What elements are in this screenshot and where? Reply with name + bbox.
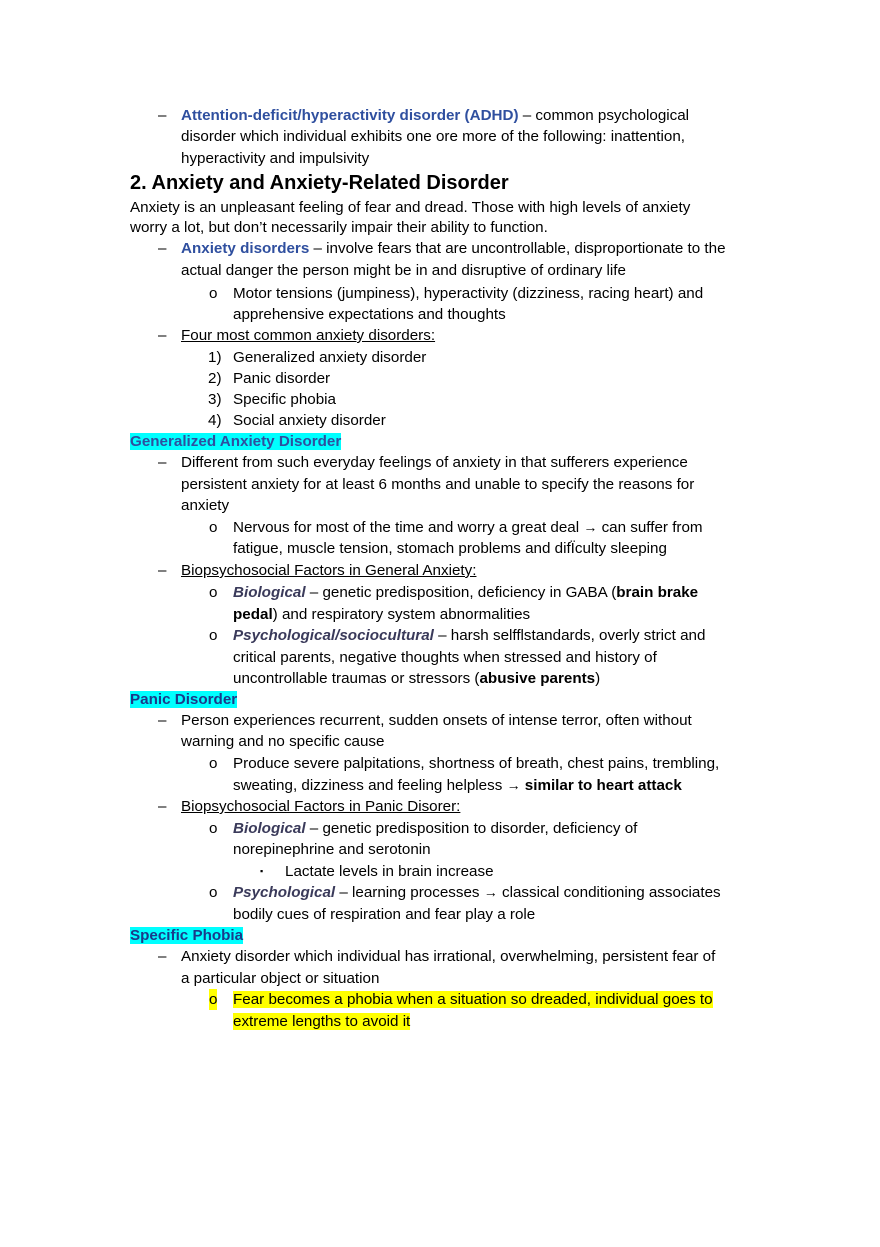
phobia-sub-text: Fear becomes a phobia when a situation so dreaded, individual goes to xyxy=(233,991,713,1008)
panic-sub-bold: similar to heart attack xyxy=(520,777,682,794)
gad-def-line-1: Different from such everyday feelings of anxiety in that sufferers experience xyxy=(181,454,688,471)
list-number: 3) xyxy=(208,391,222,408)
arrow-icon: → xyxy=(583,519,598,535)
panic-psy-line-2: bodily cues of respiration and fear play a role xyxy=(233,906,536,923)
biological-label: Biological xyxy=(233,820,306,837)
gad-bio-bold: brain brake xyxy=(616,584,699,601)
biological-label: Biological xyxy=(233,584,306,601)
phobia-sub-text-2: extreme lengths to avoid it xyxy=(233,1013,411,1030)
psychological-label: Psychological/sociocultural xyxy=(233,627,434,644)
lactate-line: Lactate levels in brain increase xyxy=(285,863,494,880)
intro-line-1: Anxiety is an unpleasant feeling of fear and dread. Those with high levels of anxiety xyxy=(130,199,691,216)
phobia-heading xyxy=(130,925,243,946)
dash-bullet: – xyxy=(158,240,167,257)
adhd-term: Attention-deficit/hyperactivity disorder (ADHD) xyxy=(181,107,519,124)
gad-bio-text-2: ) and respiratory system abnormalities xyxy=(272,606,531,623)
dash-bullet: – xyxy=(158,107,167,124)
gad-bio-bold-2: pedal xyxy=(233,606,273,623)
anxiety-disorders-line-2: actual danger the person might be in and disruptive of ordinary life xyxy=(181,262,626,279)
intro-line-2: worry a lot, but don’t necessarily impair their ability to function. xyxy=(130,219,548,236)
gad-psy-line-1 xyxy=(233,625,705,646)
arrow-icon: → xyxy=(506,777,521,793)
panic-bio-text: – genetic predisposition to disorder, deficiency of xyxy=(305,820,638,837)
anxiety-disorders-def: – involve fears that are uncontrollable, disproportionate to the xyxy=(309,240,726,257)
panic-psy-line-1 xyxy=(233,882,721,903)
panic-heading-text: Panic Disorder xyxy=(130,691,238,708)
panic-def-line-1: Person experiences recurrent, sudden onsets of intense terror, often without xyxy=(181,712,692,729)
gad-sub-text: Nervous for most of the time and worry a great deal xyxy=(233,519,580,536)
adhd-line-2: disorder which individual exhibits one ore more of the following: inattention, xyxy=(181,128,686,145)
gad-heading xyxy=(130,431,341,452)
gad-heading-text: Generalized Anxiety Disorder xyxy=(130,433,342,450)
circle-bullet: o xyxy=(209,285,218,302)
panic-bio-line-1 xyxy=(233,818,637,839)
adhd-line-3: hyperactivity and impulsivity xyxy=(181,150,370,167)
gad-bio-line-2 xyxy=(233,604,530,625)
gad-psy-line-3 xyxy=(233,668,600,689)
gad-sub-line-1 xyxy=(233,517,703,538)
gad-def-line-3: anxiety xyxy=(181,497,230,514)
circle-bullet: o xyxy=(209,755,218,772)
circle-bullet: o xyxy=(209,991,218,1008)
gad-bio-line-1 xyxy=(233,582,698,603)
list-item: Social anxiety disorder xyxy=(233,412,386,429)
gad-psy-bold: abusive parents xyxy=(479,670,596,687)
phobia-heading-text: Specific Phobia xyxy=(130,927,244,944)
adhd-def-1: – common psychological xyxy=(518,107,690,124)
circle-bullet: o xyxy=(209,627,218,644)
panic-bio-line-2: norepinephrine and serotonin xyxy=(233,841,431,858)
gad-psy-text-4: ) xyxy=(595,670,601,687)
list-item: Generalized anxiety disorder xyxy=(233,349,427,366)
list-item: Panic disorder xyxy=(233,370,331,387)
motor-tensions-line-1: Motor tensions (jumpiness), hyperactivity (dizziness, racing heart) and xyxy=(233,285,704,302)
phobia-sub-line-1 xyxy=(233,989,713,1010)
square-bullet: ▪ xyxy=(260,866,264,876)
motor-tensions-line-2: apprehensive expectations and thoughts xyxy=(233,306,506,323)
panic-heading xyxy=(130,689,237,710)
adhd-line-1 xyxy=(181,105,689,126)
gad-bio-text: – genetic predisposition, deficiency in GABA ( xyxy=(305,584,617,601)
psychological-label: Psychological xyxy=(233,884,336,901)
anxiety-disorders-term: Anxiety disorders xyxy=(181,240,310,257)
dash-bullet: – xyxy=(158,454,167,471)
list-number: 1) xyxy=(208,349,222,366)
gad-factors-heading: Biopsychosocial Factors in General Anxiety: xyxy=(181,562,477,579)
gad-psy-line-2: critical parents, negative thoughts when stressed and history of xyxy=(233,649,657,666)
dash-bullet: – xyxy=(158,948,167,965)
phobia-def-line-2: a particular object or situation xyxy=(181,970,380,987)
section-heading: 2. Anxiety and Anxiety-Related Disorder xyxy=(130,172,509,194)
phobia-def-line-1: Anxiety disorder which individual has irrational, overwhelming, persistent fear of xyxy=(181,948,716,965)
circle-bullet: o xyxy=(209,584,218,601)
anxiety-disorders-line-1 xyxy=(181,238,726,259)
phobia-sub-line-2 xyxy=(233,1011,410,1032)
panic-psy-text-2: classical conditioning associates xyxy=(497,884,721,901)
dash-bullet: – xyxy=(158,327,167,344)
panic-factors-heading: Biopsychosocial Factors in Panic Disorer: xyxy=(181,798,461,815)
gad-psy-text-3: uncontrollable traumas or stressors ( xyxy=(233,670,480,687)
arrow-icon: → xyxy=(483,884,498,900)
four-common-heading: Four most common anxiety disorders: xyxy=(181,327,436,344)
circle-bullet: o xyxy=(209,884,218,901)
gad-sub-text-2: can suffer from xyxy=(597,519,703,536)
panic-def-line-2: warning and no specific cause xyxy=(181,733,385,750)
panic-sub-line-1: Produce severe palpitations, shortness of breath, chest pains, trembling, xyxy=(233,755,720,772)
circle-bullet: o xyxy=(209,519,218,536)
panic-sub-line-2 xyxy=(233,775,682,796)
dash-bullet: – xyxy=(158,712,167,729)
list-item: Specific phobia xyxy=(233,391,337,408)
list-number: 4) xyxy=(208,412,222,429)
gad-sub-line-2: fatigue, muscle tension, stomach problems and difÏculty sleeping xyxy=(233,540,667,557)
gad-psy-text: – harsh selfflstandards, overly strict and xyxy=(433,627,706,644)
dash-bullet: – xyxy=(158,562,167,579)
gad-def-line-2: persistent anxiety for at least 6 months and unable to specify the reasons for xyxy=(181,476,695,493)
list-number: 2) xyxy=(208,370,222,387)
panic-sub-text: sweating, dizziness and feeling helpless xyxy=(233,777,503,794)
panic-psy-text: – learning processes xyxy=(335,884,480,901)
circle-bullet: o xyxy=(209,820,218,837)
dash-bullet: – xyxy=(158,798,167,815)
